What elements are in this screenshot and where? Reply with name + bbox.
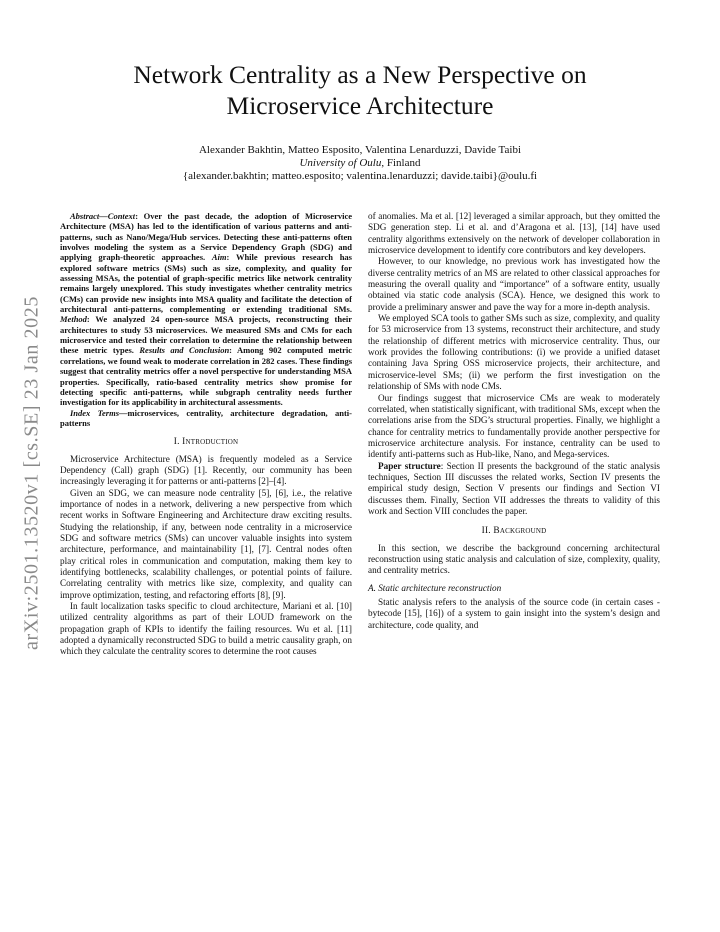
abstract-aim-label: Aim [211,252,227,263]
intro-paragraph-6: We employed SCA tools to gather SMs such as size, complexity, and quality for 53 microservice from 13 systems, reconstruct their architecture, and study the relationship of different metrics with microservice centrality. Thus, our work provides the following contributions: (i) we provide a unified dataset containing Java Spring OSS microservice projects, their architecture, and microservice-level SMs; (ii) we perform the first investigation on the relationship of SMs with node CMs. [368,313,660,392]
subsection-heading-static-reconstruction: A. Static architecture reconstruction [368,582,502,593]
paper-title-line-2: Microservice Architecture [226,91,494,120]
arxiv-identifier-text: arXiv:2501.13520v1 [cs.SE] 23 Jan 2025 [20,296,43,650]
right-column [368,211,660,631]
intro-paragraph-1: Microservice Architecture (MSA) is frequently modeled as a Service Dependency (Call) graph (SDG) [1]. Recently, our community has been increasingly leveraging it for patterns or anti-patterns [2]–[4]. [60,453,352,487]
affiliation-country: , Finland [381,157,421,169]
intro-paragraph-2: Given an SDG, we can measure node centrality [5], [6], i.e., the relative importance of nodes in a network, delivering a new perspective from which recent works in Software Engineering and Architecture draw exciting results. Studying the relationship, if any, between node centrality in a microservice SDG and software metrics (SMs) can uncover valuable insights into system architecture, performance, and maintainability [1], [7]. Central nodes often play critical roles in communication and computation, making them key to identifying bottlenecks, scalability challenges, or potential points of failure. Correlating centrality with metrics like size, complexity, and quality can improve optimization, testing, and refactoring efforts [8], [9]. [60,487,352,600]
author-emails: {alexander.bakhtin; matteo.esposito; valentina.lenarduzzi; davide.taibi}@oulu.fi [182,170,538,182]
abstract-method-label: Method [60,314,87,325]
arxiv-identifier [20,258,44,688]
abstract-results-label: Results and Conclusion [139,345,230,356]
index-terms-text: —microservices, centrality, architecture degradation, anti-patterns [60,407,352,428]
paper-title-line-1: Network Centrality as a New Perspective on [133,60,587,89]
abstract-aim-text: : While previous research has explored software metrics (SMs) such as size, complexity, and quality for assessing MSAs, the potential of graph-specific metrics like network centrality remains largely unexplored. This study investigates whether centrality metrics (CMs) can provide new insights into MSA quality and facilitate the detection of architectural anti-patterns, complementing or extending traditional SMs. [60,252,352,315]
intro-paragraph-7: Our findings suggest that microservice CMs are weak to moderately correlated, when statistically significant, with traditional SMs, except when the correlations arise from the SDG’s structural properties. Finally, we highlight a chance for centrality metrics to fundamentally provide another perspective for microservice architecture analysis. For instance, centrality can be used to identify anti-patterns such as Hub-like, Nano, and Mega-services. [368,392,660,460]
author-affiliation [60,157,660,170]
left-column [60,211,352,658]
intro-paragraph-5: However, to our knowledge, no previous work has investigated how the diverse centrality metrics of an MS are related to other classical approaches for measuring the overall quality and “importance” of a software entity, usually obtained via static code analysis (SCA). Hence, we designed this work to provide a preliminary answer and pave the way for a more in-depth analysis. [368,256,660,312]
abstract-results-text: : Among 902 computed metric correlations, we found weak to moderate correlation in 282 cases. These findings suggest that centrality metrics offer a novel perspective for understanding MSA properties. Specifically, ratio-based centrality metrics show promise for detecting specific anti-patterns, while subgraph centrality needs further investigation for its applicability in architectural assessments. [60,345,353,408]
index-terms [60,408,352,429]
author-names: Alexander Bakhtin, Matteo Esposito, Valentina Lenarduzzi, Davide Taibi [198,144,521,156]
index-terms-label: Index Terms [70,407,120,418]
section-heading-introduction: I. Introduction [173,437,239,448]
intro-paragraph-4: of anomalies. Ma et al. [12] leveraged a similar approach, but they omitted the SDG generation step. Li et al. and d’Aragona et al. [13], [14] have used centrality algorithms extensively on the network of developer collaboration in microservice development to identify core contributors and key developers. [368,211,660,256]
author-block [60,144,660,183]
intro-paragraph-3: In fault localization tasks specific to cloud architecture, Mariani et al. [10] utilized centrality algorithms as part of their LOUD framework on the propagation graph of KPIs to identify the failing resources. Wu et al. [11] adopted a dynamically reconstructed SDG to build a metric causality graph, on which they calculate the centrality scores to determine the root causes [60,601,352,657]
paper-structure-label: Paper structure [378,460,441,471]
abstract-context-text: : Over the past decade, the adoption of Microservice Architecture (MSA) has led to the identification of various patterns and anti-patterns, such as Nano/Mega/Hub services. Detecting these anti-patterns often involves modeling the system as a Service Dependency Graph (SDG) and applying graph-theoretic approaches. [60,211,352,263]
paper-structure-text: : Section II presents the background of the static analysis techniques, Section III discusses the related works, Section IV presents the empirical study design, Section V presents our findings and Section VI discusses them. Finally, Section VII addresses the threats to validity of this work and Section VIII concludes the paper. [368,460,660,516]
static-reconstruction-paragraph-1: Static analysis refers to the analysis of the source code (in certain cases - bytecode [15], [16]) of a system to gain insight into the system’s design and architecture, code quality, and [368,597,660,630]
abstract-method-text: : We analyzed 24 open-source MSA projects, reconstructing their architectures to study 53 microservices. We measured SMs and CMs for each microservice and tested their correlation to determine the relationship between these metric types. [60,314,352,356]
affiliation-name: University of Oulu [299,157,382,169]
abstract [60,211,352,408]
paper-title [60,59,660,121]
abstract-label: Abstract— [70,211,108,221]
paper-structure-paragraph [368,461,660,518]
abstract-context-label: Context [107,211,136,221]
section-heading-background: II. Background [481,526,547,537]
background-paragraph-1: In this section, we describe the background concerning architectural reconstruction using static analysis and calculation of size, complexity, quality, and centrality metrics. [368,542,660,576]
